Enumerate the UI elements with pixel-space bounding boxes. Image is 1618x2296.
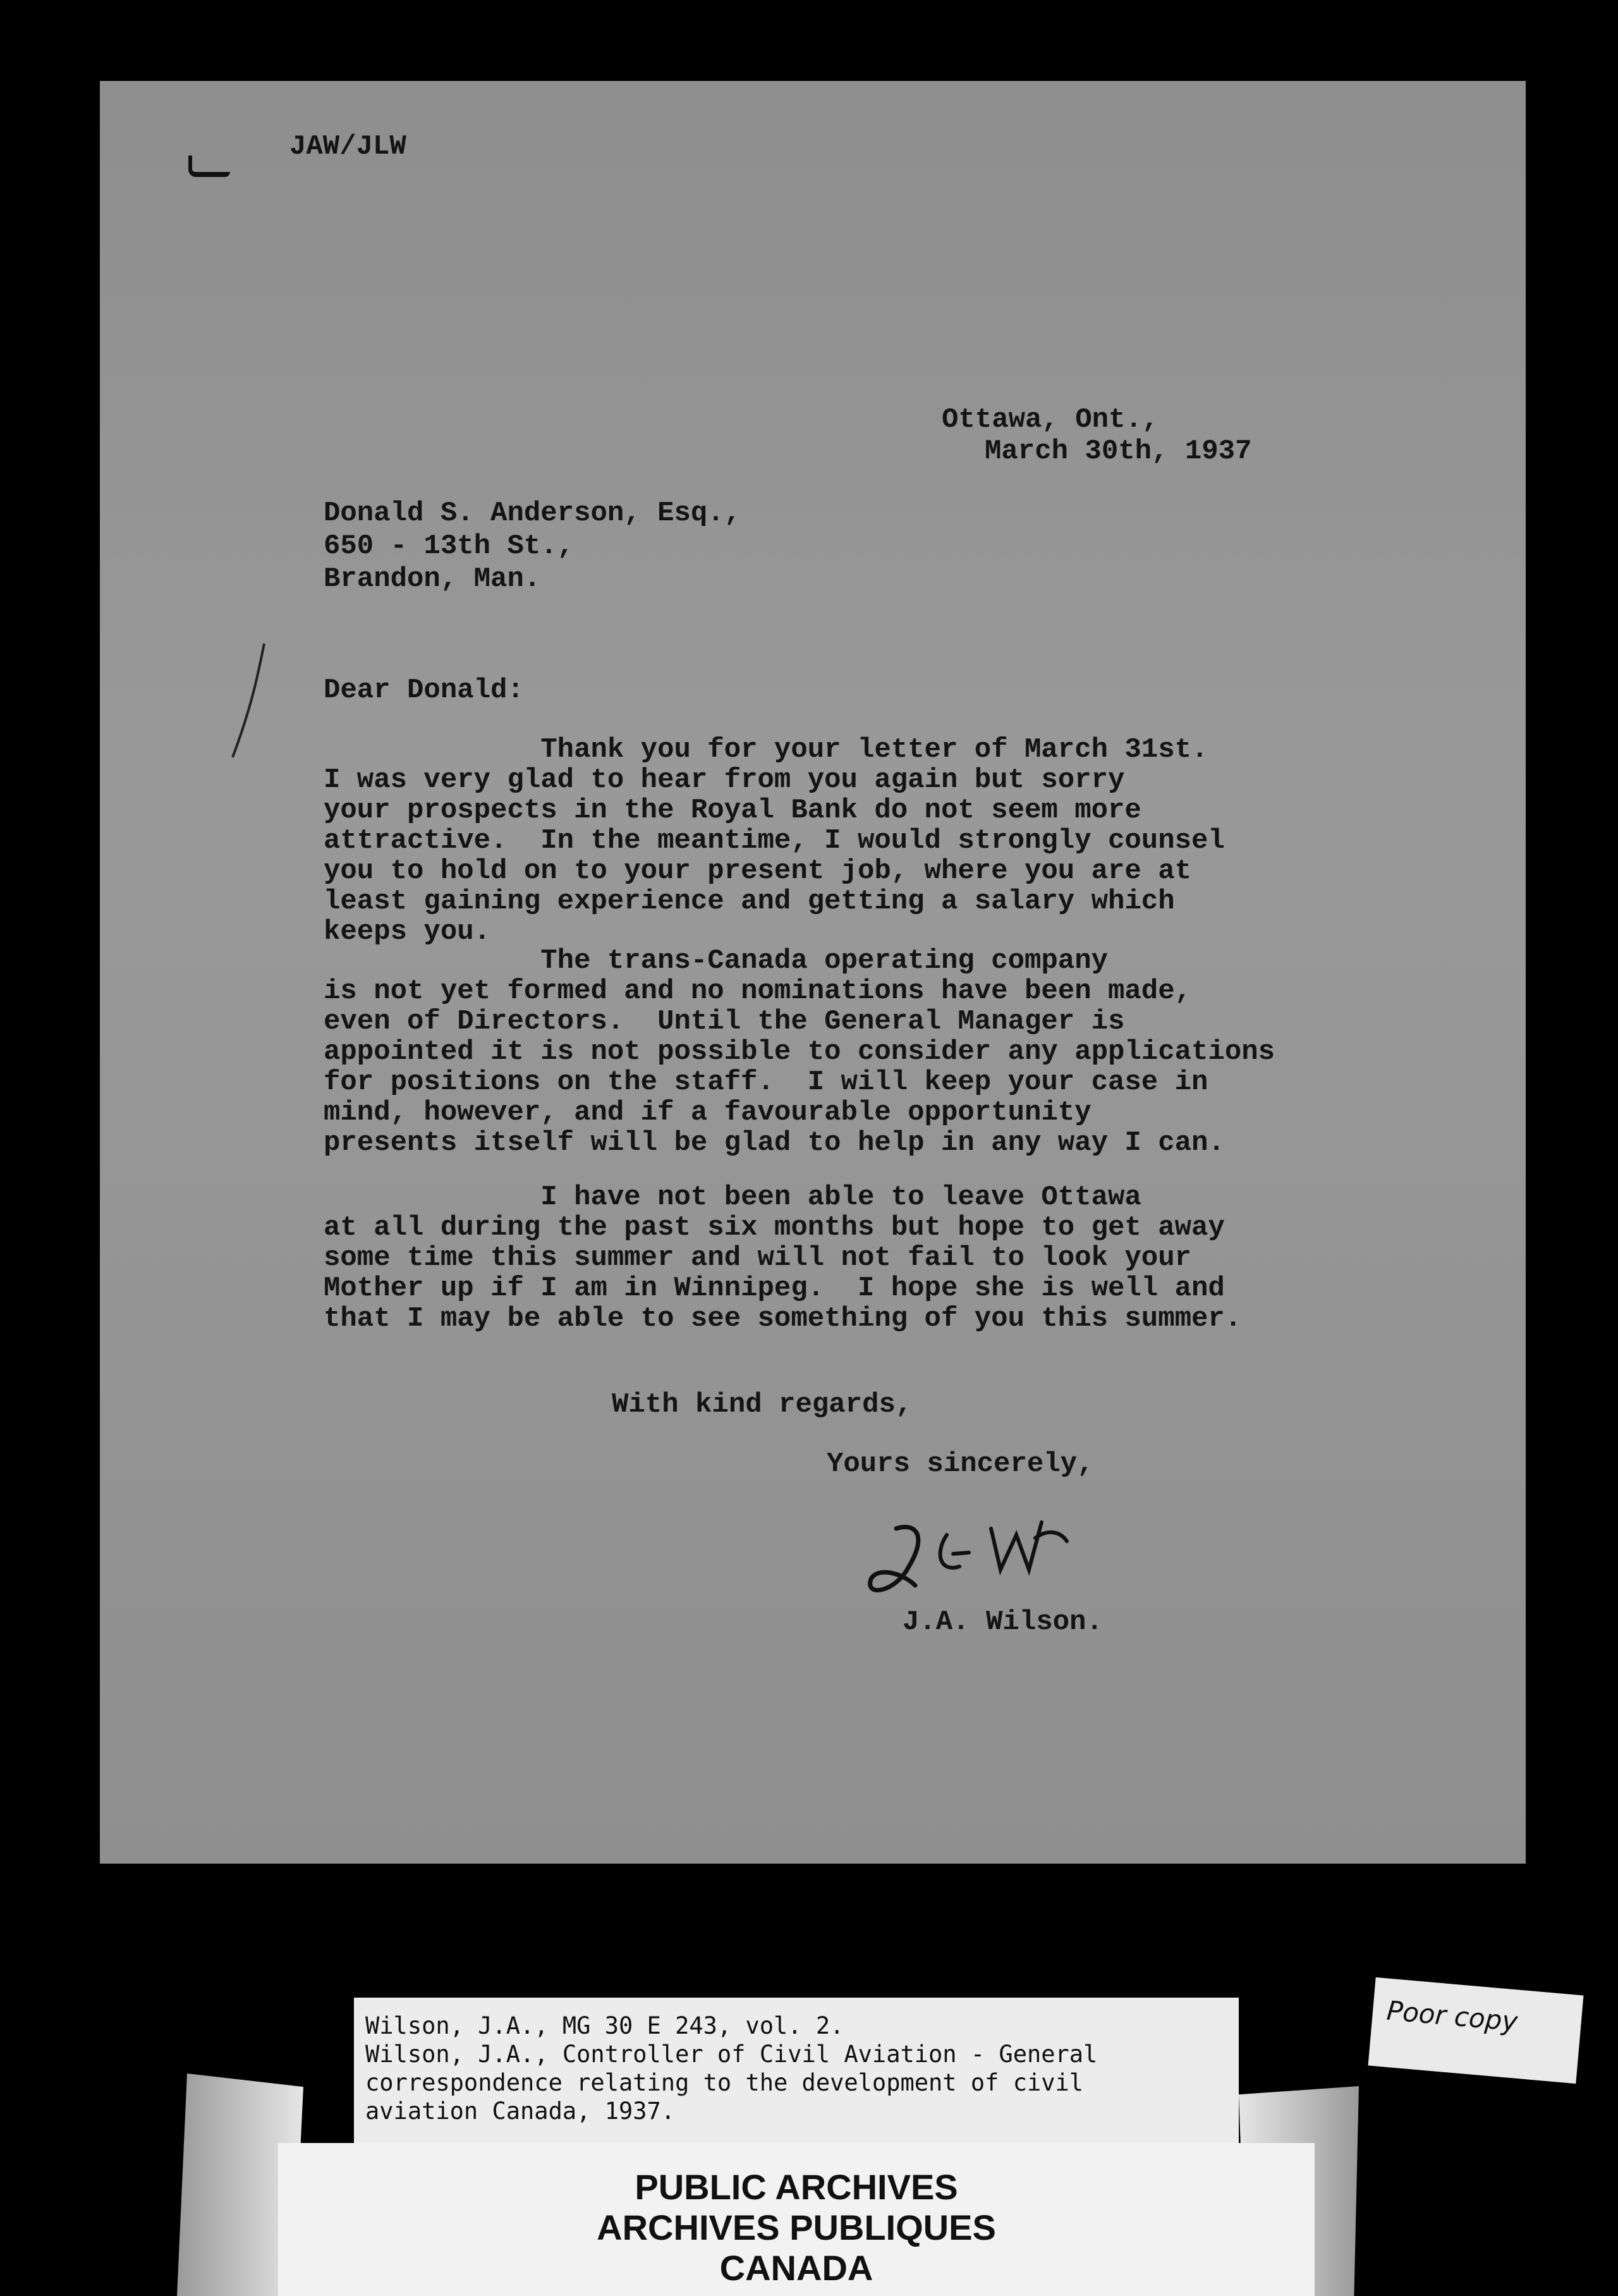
paragraph-line: presents itself will be glad to help in any way I can. xyxy=(324,1127,1225,1159)
paragraph-line: The trans-Canada operating company xyxy=(324,945,1109,977)
recipient-city: Brandon, Man. xyxy=(324,563,541,595)
paragraph-line: I was very glad to hear from you again but sorry xyxy=(324,764,1125,796)
paragraph-line: some time this summer and will not fail to look your xyxy=(324,1242,1192,1274)
poor-copy-note: Poor copy xyxy=(1368,1977,1584,2084)
paragraph-line: least gaining experience and getting a salary which xyxy=(324,886,1175,917)
paragraph-line: appointed it is not possible to consider any applications xyxy=(324,1036,1275,1068)
paragraph-2 xyxy=(324,946,1398,1158)
archive-label xyxy=(354,1998,1239,2143)
paragraph-line: Thank you for your letter of March 31st. xyxy=(324,734,1208,766)
stamp-line-3: CANADA xyxy=(719,2248,873,2288)
paragraph-line: is not yet formed and no nominations have been made, xyxy=(324,975,1192,1007)
paragraph-line: Mother up if I am in Winnipeg. I hope she is well and xyxy=(324,1273,1225,1304)
date: March 30th, 1937 xyxy=(985,436,1252,467)
recipient-name: Donald S. Anderson, Esq., xyxy=(324,498,741,529)
pen-stroke-mark xyxy=(220,637,277,764)
paragraph-line: attractive. In the meantime, I would strongly counsel xyxy=(324,825,1225,857)
paragraph-line: you to hold on to your present job, where you are at xyxy=(324,855,1192,887)
paragraph-1 xyxy=(324,735,1398,947)
closing: With kind regards, xyxy=(612,1389,913,1420)
stamp-line-2: ARCHIVES PUBLIQUES xyxy=(597,2207,996,2247)
date-place: Ottawa, Ont., xyxy=(942,404,1159,436)
stamp-line-1: PUBLIC ARCHIVES xyxy=(635,2167,958,2207)
salutation: Dear Donald: xyxy=(324,675,524,706)
label-line: correspondence relating to the development of civil xyxy=(365,2069,1084,2096)
handwritten-signature xyxy=(858,1510,1086,1611)
complimentary-close: Yours sincerely, xyxy=(827,1448,1094,1480)
paragraph-line: keeps you. xyxy=(324,916,491,948)
paragraph-line: I have not been able to leave Ottawa xyxy=(324,1182,1141,1213)
paragraph-line: that I may be able to see something of you this summer. xyxy=(324,1303,1242,1334)
paragraph-line: your prospects in the Royal Bank do not seem more xyxy=(324,795,1141,826)
paragraph-line: mind, however, and if a favourable opportunity xyxy=(324,1097,1092,1128)
label-line: Wilson, J.A., MG 30 E 243, vol. 2. xyxy=(365,2012,844,2039)
paragraph-line: at all during the past six months but hope to get away xyxy=(324,1212,1225,1243)
archives-stamp xyxy=(278,2143,1315,2296)
label-line: Wilson, J.A., Controller of Civil Aviation - General xyxy=(365,2041,1098,2068)
signer-name: J.A. Wilson. xyxy=(903,1606,1103,1638)
recipient-street: 650 - 13th St., xyxy=(324,530,575,562)
letter-sheet xyxy=(100,81,1526,1864)
paragraph-3 xyxy=(324,1182,1398,1334)
reference-initials: JAW/JLW xyxy=(289,131,406,162)
paragraph-line: for positions on the staff. I will keep your case in xyxy=(324,1066,1208,1098)
label-line: aviation Canada, 1937. xyxy=(365,2098,676,2125)
paragraph-line: even of Directors. Until the General Manager is xyxy=(324,1006,1125,1037)
check-mark-icon xyxy=(188,156,230,177)
